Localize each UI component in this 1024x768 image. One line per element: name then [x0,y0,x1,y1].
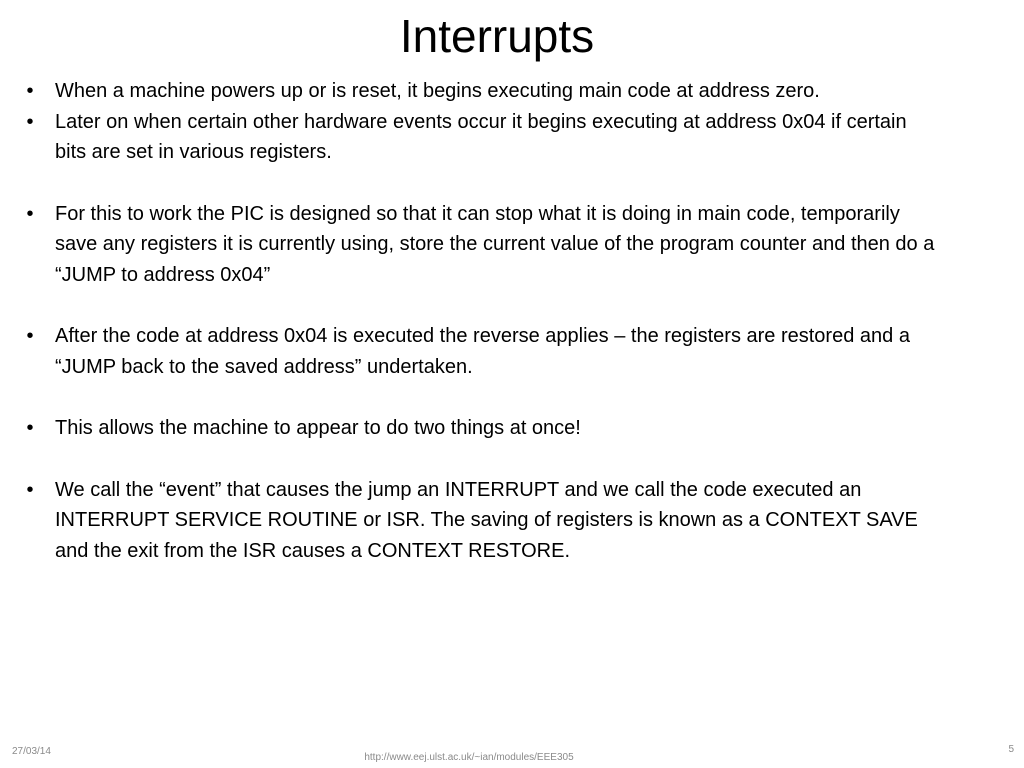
bullet-icon: • [26,110,34,133]
bullet-text: When a machine powers up or is reset, it begins executing main code at address zero. [55,80,820,102]
bullet-icon: • [26,80,34,102]
slide-title: Interrupts [399,10,595,62]
bullet-text: After the code at address 0x04 is executed the reverse applies – the registers are restored and a “JUMP back to the saved address” undertaken. [55,325,910,378]
bullet-icon: • [26,202,34,225]
footer-url: http://www.eej.ulst.ac.uk/~ian/modules/EEE305 [364,752,574,763]
bullet-icon: • [26,417,34,439]
bullet-text: We call the “event” that causes the jump an INTERRUPT and we call the code executed an INTERRUPT SERVICE ROUTINE or ISR. The saving of registers is known as a CONTEXT SAVE and the exit from the ISR causes a CONTEXT RESTORE. [55,478,918,562]
bullet-text: Later on when certain other hardware events occur it begins executing at address 0x04 if certain bits are set in various registers. [55,110,907,163]
bullet-icon: • [26,325,34,347]
footer-date: 27/03/14 [12,746,51,757]
bullet-item [20,321,940,382]
bullet-text: For this to work the PIC is designed so that it can stop what it is doing in main code, temporarily save any registers it is currently using, store the current value of the program counter and then do a “JUMP to address 0x04” [55,202,935,286]
page-number: 5 [1008,744,1014,755]
bullet-item [20,199,940,291]
bullet-text: This allows the machine to appear to do two things at once! [55,417,581,439]
bullet-item [20,107,940,168]
bullet-icon: • [26,478,34,501]
bullet-item [20,475,940,567]
bullet-item [20,413,940,444]
bullet-list [20,76,940,566]
bullet-item [20,76,940,107]
